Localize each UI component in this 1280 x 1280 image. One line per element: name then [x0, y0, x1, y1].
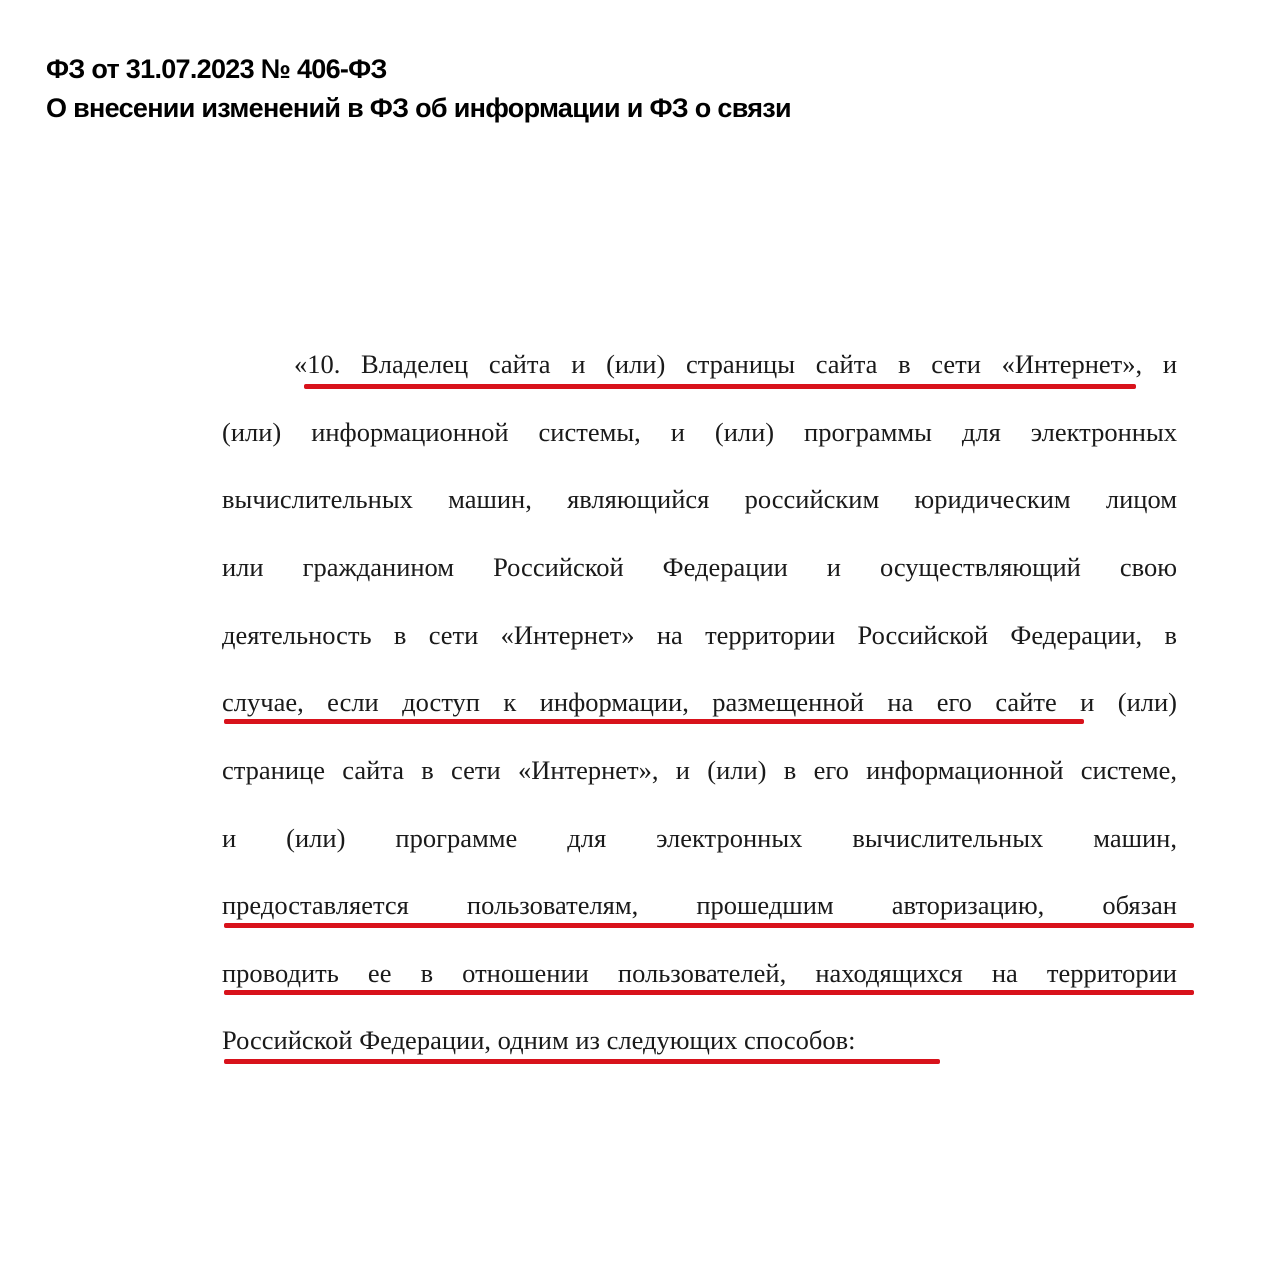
- red-underline-2: [224, 719, 1084, 724]
- document-line-7: странице сайта в сети «Интернет», и (или) в его информационной системе,: [222, 755, 1177, 785]
- document-line-1: «10. Владелец сайта и (или) страницы сайта в сети «Интернет», и: [294, 349, 1177, 379]
- red-underline-5: [224, 1059, 940, 1064]
- document-line-2: (или) информационной системы, и (или) программы для электронных: [222, 417, 1177, 447]
- red-underline-3: [224, 923, 1194, 928]
- law-subject-title: О внесении изменений в ФЗ об информации и ФЗ о связи: [46, 93, 791, 123]
- document-line-5: деятельность в сети «Интернет» на территории Российской Федерации, в: [222, 620, 1177, 650]
- document-line-8: и (или) программе для электронных вычислительных машин,: [222, 823, 1177, 853]
- document-line-3: вычислительных машин, являющийся российским юридическим лицом: [222, 484, 1177, 514]
- document-line-4: или гражданином Российской Федерации и осуществляющий свою: [222, 552, 1177, 582]
- red-underline-4: [224, 990, 1194, 995]
- document-line-10: проводить ее в отношении пользователей, находящихся на территории: [222, 958, 1177, 988]
- law-number-title: ФЗ от 31.07.2023 № 406-ФЗ: [46, 54, 387, 84]
- document-line-9: предоставляется пользователям, прошедшим авторизацию, обязан: [222, 890, 1177, 920]
- document-line-11: Российской Федерации, одним из следующих способов:: [222, 1025, 856, 1055]
- red-underline-1: [304, 384, 1136, 389]
- document-line-6: случае, если доступ к информации, размещенной на его сайте и (или): [222, 687, 1177, 717]
